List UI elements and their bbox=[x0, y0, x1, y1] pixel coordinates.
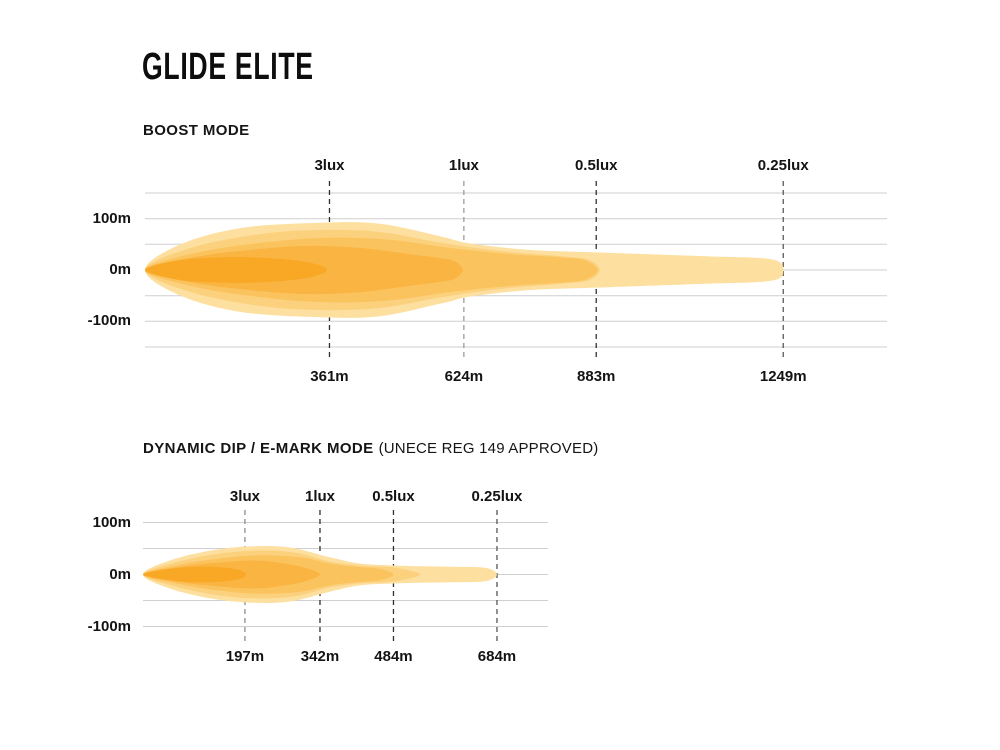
chart-heading-boost bbox=[143, 122, 250, 140]
distance-label: 883m bbox=[577, 368, 616, 385]
distance-label: 342m bbox=[300, 648, 340, 665]
y-axis-label: 0m bbox=[109, 261, 131, 278]
chart-heading-dip bbox=[143, 440, 598, 458]
lux-label: 1lux bbox=[304, 488, 335, 505]
page-title: GLIDE ELITE bbox=[142, 46, 314, 88]
lux-label: 3lux bbox=[229, 488, 260, 505]
distance-label: 197m bbox=[225, 648, 265, 665]
boost-mode-chart bbox=[145, 181, 887, 358]
distance-label: 484m bbox=[374, 648, 413, 665]
chart-heading-dip-label: DYNAMIC DIP / E-MARK MODE bbox=[143, 440, 374, 457]
lux-label: 1lux bbox=[448, 157, 479, 174]
lux-label: 3lux bbox=[314, 157, 345, 174]
y-axis-label: 100m bbox=[92, 209, 131, 227]
y-axis-label: 100m bbox=[92, 513, 131, 531]
lux-label: 0.5lux bbox=[372, 488, 415, 505]
y-axis-label: -100m bbox=[87, 617, 131, 635]
dip-mode-chart bbox=[143, 510, 548, 641]
y-axis-label: -100m bbox=[87, 312, 131, 330]
lux-label: 0.25lux bbox=[471, 488, 523, 505]
lux-label: 0.5lux bbox=[574, 157, 618, 174]
y-axis-label: 0m bbox=[109, 565, 131, 583]
distance-label: 624m bbox=[444, 368, 484, 385]
distance-label: 684m bbox=[477, 648, 517, 665]
distance-label: 361m bbox=[310, 368, 349, 385]
lux-label: 0.25lux bbox=[757, 157, 809, 174]
chart-heading-boost-label: BOOST MODE bbox=[143, 122, 250, 139]
distance-label: 1249m bbox=[759, 368, 807, 385]
chart-heading-dip-suffix: (UNECE REG 149 APPROVED) bbox=[378, 440, 599, 457]
